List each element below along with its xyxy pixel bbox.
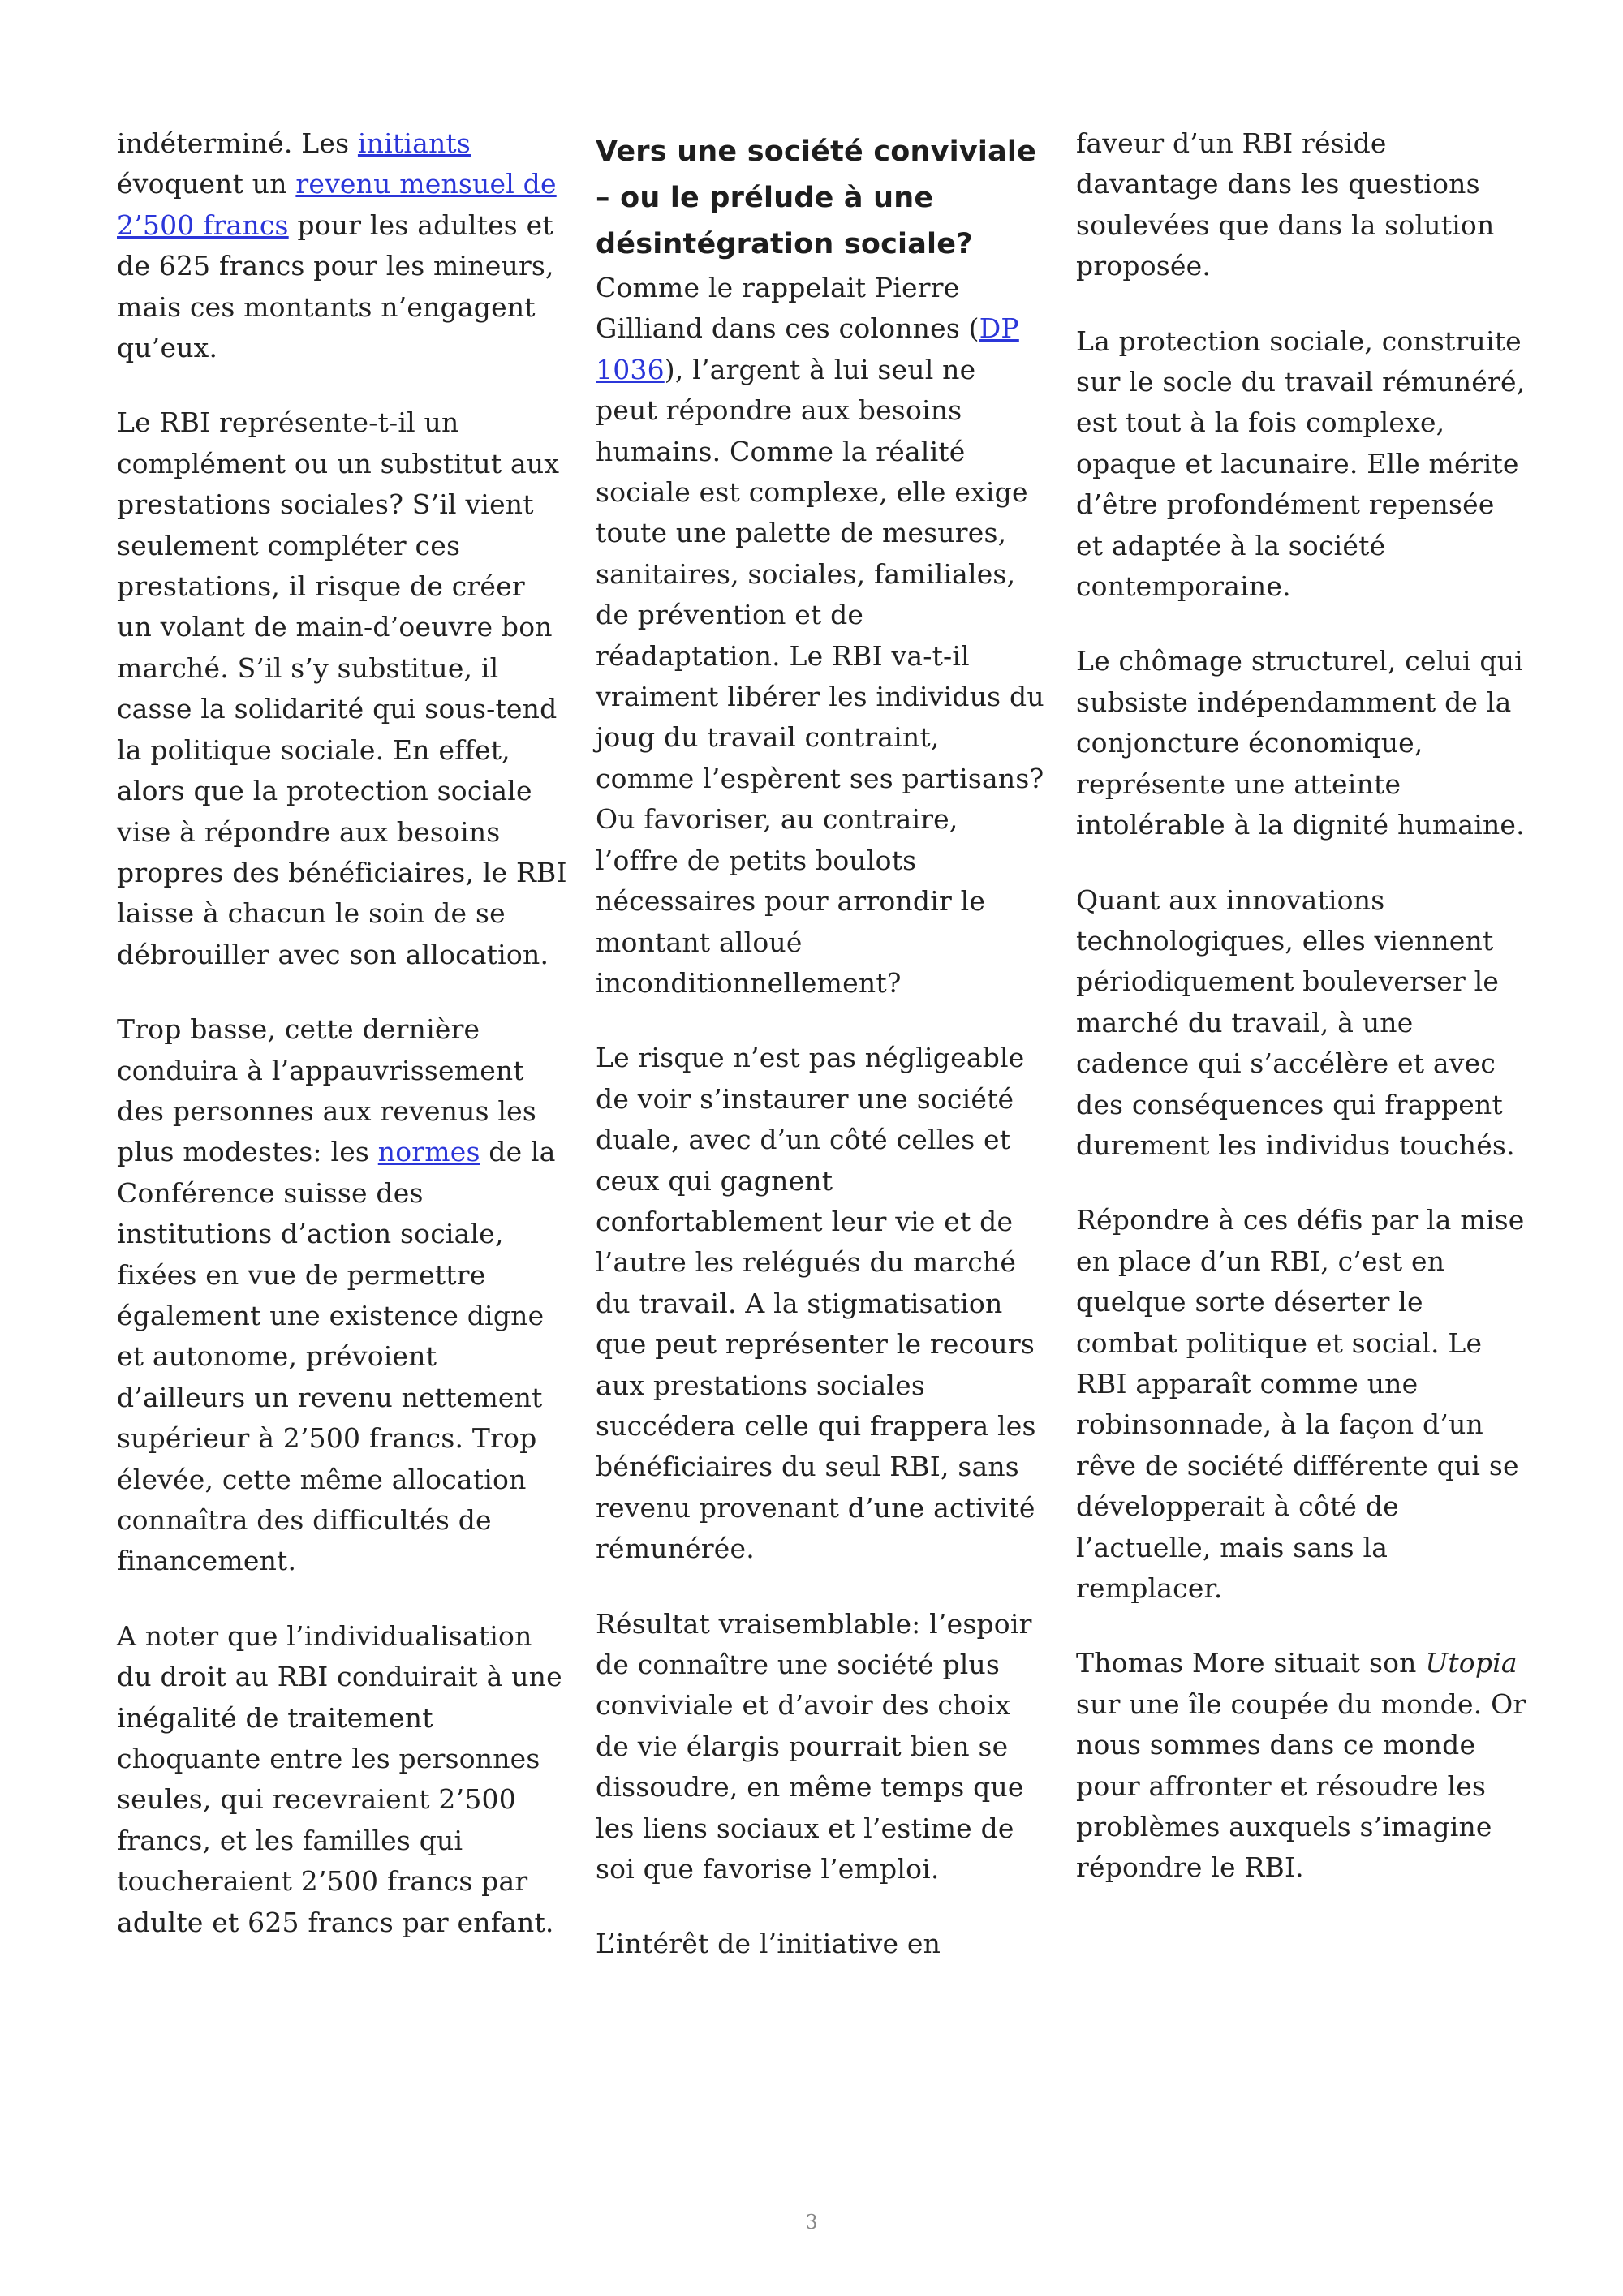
link-normes[interactable]: normes [377,1136,480,1168]
text-run: Comme le rappelait Pierre Gilliand dans ces colonnes ( [596,272,979,345]
paragraph: Répondre à ces défis par la mise en place d’un RBI, c’est en quelque sorte déserter le combat politique et social. Le RBI apparaît comme une robinsonnade, à la façon d’un rêve de société différente qui se développerait à côté de l’actuelle, mais sans la remplacer. [1076,1204,1525,1604]
section-heading: Vers une société conviviale – ou le prélude à une désintégration sociale? [596,135,1037,260]
paragraph [1076,1643,1526,1888]
link-initiants[interactable]: initiants [357,127,471,159]
paragraph: Le RBI représente-t-il un complément ou un substitut aux prestations sociales? S’il vient seulement compléter ces prestations, il risque de créer un volant de main-d’oeuvre bon marché. S’il s’y substitue, il casse la solidarité qui sous-tend la politique sociale. En effet, alors que la protection sociale vise à répondre aux besoins propres des bénéficiaires, le RBI laisse à chacun le soin de se débrouiller avec son allocation. [117,406,567,970]
text-column-1 [117,123,567,1977]
paragraph: Résultat vraisemblable: l’espoir de connaître une société plus conviviale et d’avoir des choix de vie élargis pourrait bien se dissoudre, en même temps que les liens sociaux et l’estime de soi que favorise l’emploi. [596,1607,1032,1885]
text-run: ), l’argent à lui seul ne peut répondre aux besoins humains. Comme la réalité sociale est complexe, elle exige toute une palette de mesures, sanitaires, sociales, familiales, de prévention et de réadaptation. Le RBI va-t-il vraiment libérer les individus du joug du travail contraint, comme l’espèrent ses partisans? Ou favoriser, au contraire, l’offre de petits boulots nécessaires pour arrondir le montant alloué inconditionnellement? [596,353,1044,999]
paragraph [117,1009,567,1582]
paragraph: faveur d’un RBI réside davantage dans les questions soulevées que dans la solution proposée. [1076,127,1495,282]
paragraph: Quant aux innovations technologiques, elles viennent périodiquement bouleverser le marché du travail, à une cadence qui s’accélère et avec des conséquences qui frappent durement les individus touchés. [1076,884,1515,1161]
paragraph: A noter que l’individualisation du droit au RBI conduirait à une inégalité de traitement choquante entre les personnes seules, qui recevraient 2’500 francs, et les familles qui toucheraient 2’500 francs par adulte et 625 francs par enfant. [117,1619,562,1938]
page-number: 3 [805,2211,818,2234]
text-run: Trop basse, cette dernière conduira à l’appauvrissement des personnes aux revenus les plus modestes: les [117,1013,537,1168]
paragraph: Le chômage structurel, celui qui subsiste indépendamment de la conjoncture économique, représente une atteinte intolérable à la dignité humaine. [1076,645,1525,841]
link-revenu-mensuel[interactable]: revenu mensuel de 2’500 francs [117,168,557,241]
text-run: sur une île coupée du monde. Or nous sommes dans ce monde pour affronter et résoudre les problèmes auxquels s’imagine répondre le RBI. [1076,1688,1526,1884]
paragraph [596,268,1046,1004]
text-column-3 [1076,123,1526,1923]
text-run: indéterminé. Les [117,127,358,159]
paragraph [117,123,567,368]
paragraph: Le risque n’est pas négligeable de voir s’instaurer une société duale, avec d’un côté celles et ceux qui gagnent confortablement leur vie et de l’autre les relégués du marché du travail. A la stigmatisation que peut représenter le recours aux prestations sociales succédera celle qui frappera les bénéficiaires du seul RBI, sans revenu provenant d’une activité rémunérée. [596,1042,1036,1565]
text-run: évoquent un [117,168,296,200]
text-run: de la Conférence suisse des institutions d’action sociale, fixées en vue de permettre également une existence digne et autonome, prévoient d’ailleurs un revenu nettement supérieur à 2’500 francs. Trop élevée, cette même allocation connaîtra des difficultés de financement. [117,1136,556,1577]
text-run: Thomas More situait son [1076,1647,1426,1679]
paragraph: La protection sociale, construite sur le socle du travail rémunéré, est tout à la fois complexe, opaque et lacunaire. Elle mérite d’être profondément repensée et adaptée à la société contemporaine. [1076,325,1526,603]
text-run: pour les adultes et de 625 francs pour les mineurs, mais ces montants n’engagent qu’eux. [117,209,554,364]
paragraph: L’intérêt de l’initiative en [596,1928,941,1960]
italic-title: Utopia [1425,1647,1518,1679]
link-dp-1036[interactable]: DP 1036 [596,312,1019,385]
text-column-2 [596,123,1046,1999]
